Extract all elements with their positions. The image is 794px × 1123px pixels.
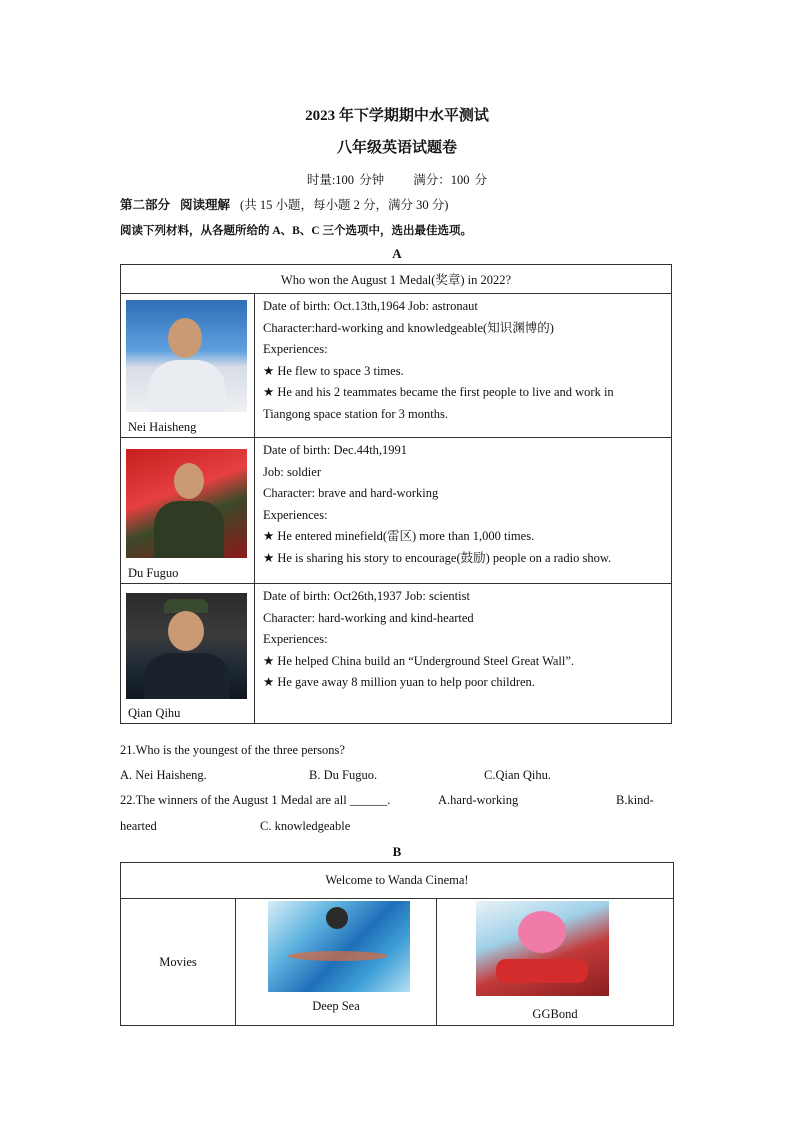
soldier-photo xyxy=(126,449,247,558)
info-line: Date of birth: Dec.44th,1991 xyxy=(263,443,408,457)
ggbond-poster xyxy=(476,901,609,996)
info-line: Character: brave and hard-working xyxy=(263,486,439,500)
option-22-b: B.kind- xyxy=(616,793,654,807)
movie-cell xyxy=(437,899,674,1026)
question-21: 21.Who is the youngest of the three persons? xyxy=(120,743,345,757)
option-22-b-cont: hearted xyxy=(120,819,157,833)
option-21-c: C.Qian Qihu. xyxy=(484,768,552,782)
exam-score: 满分：100 分 xyxy=(413,173,488,187)
part-note: (共 15 小题，每小题 2 分，满分 30 分) xyxy=(240,198,449,212)
person-info xyxy=(255,438,672,584)
info-line: ★ He entered minefield(雷区) more than 1,000 times. xyxy=(263,529,535,543)
info-line: ★ He flew to space 3 times. xyxy=(263,363,404,378)
option-22-a: A.hard-working xyxy=(438,793,519,807)
exam-title: 2023 年下学期期中水平测试 xyxy=(305,108,489,124)
option-21-a: A. Nei Haisheng. xyxy=(120,768,207,782)
exam-time: 时量:100 分钟 xyxy=(306,173,385,187)
part-name: 阅读理解 xyxy=(180,198,231,212)
part-label: 第二部分 xyxy=(120,198,171,212)
info-line: Character: hard-working and kind-hearted xyxy=(263,610,474,625)
person-name: Du Fuguo xyxy=(128,566,179,580)
table-a-title: Who won the August 1 Medal(奖章) in 2022? xyxy=(121,265,672,294)
info-line: Date of birth: Oct.13th,1964 Job: astronaut xyxy=(263,299,478,313)
info-line: Job: soldier xyxy=(263,464,321,479)
table-b-title: Welcome to Wanda Cinema! xyxy=(121,863,674,899)
person-photo-cell xyxy=(121,294,255,438)
table-row xyxy=(121,584,672,724)
section-a-letter: A xyxy=(392,246,402,261)
table-row xyxy=(121,294,672,438)
movie-cell xyxy=(236,899,437,1026)
info-line: Character:hard-working and knowledgeable(知识渊博的) xyxy=(263,320,554,335)
info-line: ★ He and his 2 teammates became the first people to live and work in Tiangong space station for 3 months. xyxy=(263,385,614,421)
movie-title: GGBond xyxy=(532,1007,578,1021)
part-heading xyxy=(120,195,448,213)
info-line: ★ He gave away 8 million yuan to help poor children. xyxy=(263,675,535,689)
table-row xyxy=(121,899,674,1026)
person-info xyxy=(255,584,672,724)
info-line: Experiences: xyxy=(263,507,328,522)
person-photo-cell xyxy=(121,584,255,724)
movie-title: Deep Sea xyxy=(312,999,360,1013)
astronaut-photo xyxy=(126,300,247,412)
info-line: ★ He helped China build an “Underground Steel Great Wall”. xyxy=(263,653,575,668)
medal-winners-table xyxy=(120,264,672,724)
person-info xyxy=(255,294,672,438)
info-line: Experiences: xyxy=(263,342,328,356)
info-line: ★ He is sharing his story to encourage(鼓励) people on a radio show. xyxy=(263,550,612,565)
person-name: Nei Haisheng xyxy=(128,420,197,434)
option-21-b: B. Du Fuguo. xyxy=(309,768,378,782)
option-22-c: C. knowledgeable xyxy=(260,819,351,833)
person-photo-cell xyxy=(121,438,255,584)
cinema-table xyxy=(120,862,674,1026)
deep-sea-poster xyxy=(268,901,410,992)
question-22: 22.The winners of the August 1 Medal are all ______. xyxy=(120,793,391,807)
table-row xyxy=(121,438,672,584)
info-line: Experiences: xyxy=(263,632,328,646)
info-line: Date of birth: Oct26th,1937 Job: scientist xyxy=(263,589,470,603)
instruction: 阅读下列材料，从各题所给的 A、B、C 三个选项中，选出最佳选项。 xyxy=(120,225,473,237)
scientist-photo xyxy=(126,593,247,699)
movies-label: Movies xyxy=(121,899,236,1026)
section-b-letter: B xyxy=(392,844,402,859)
exam-time-score xyxy=(0,170,794,188)
exam-subtitle: 八年级英语试题卷 xyxy=(336,140,457,156)
person-name: Qian Qihu xyxy=(128,706,181,720)
